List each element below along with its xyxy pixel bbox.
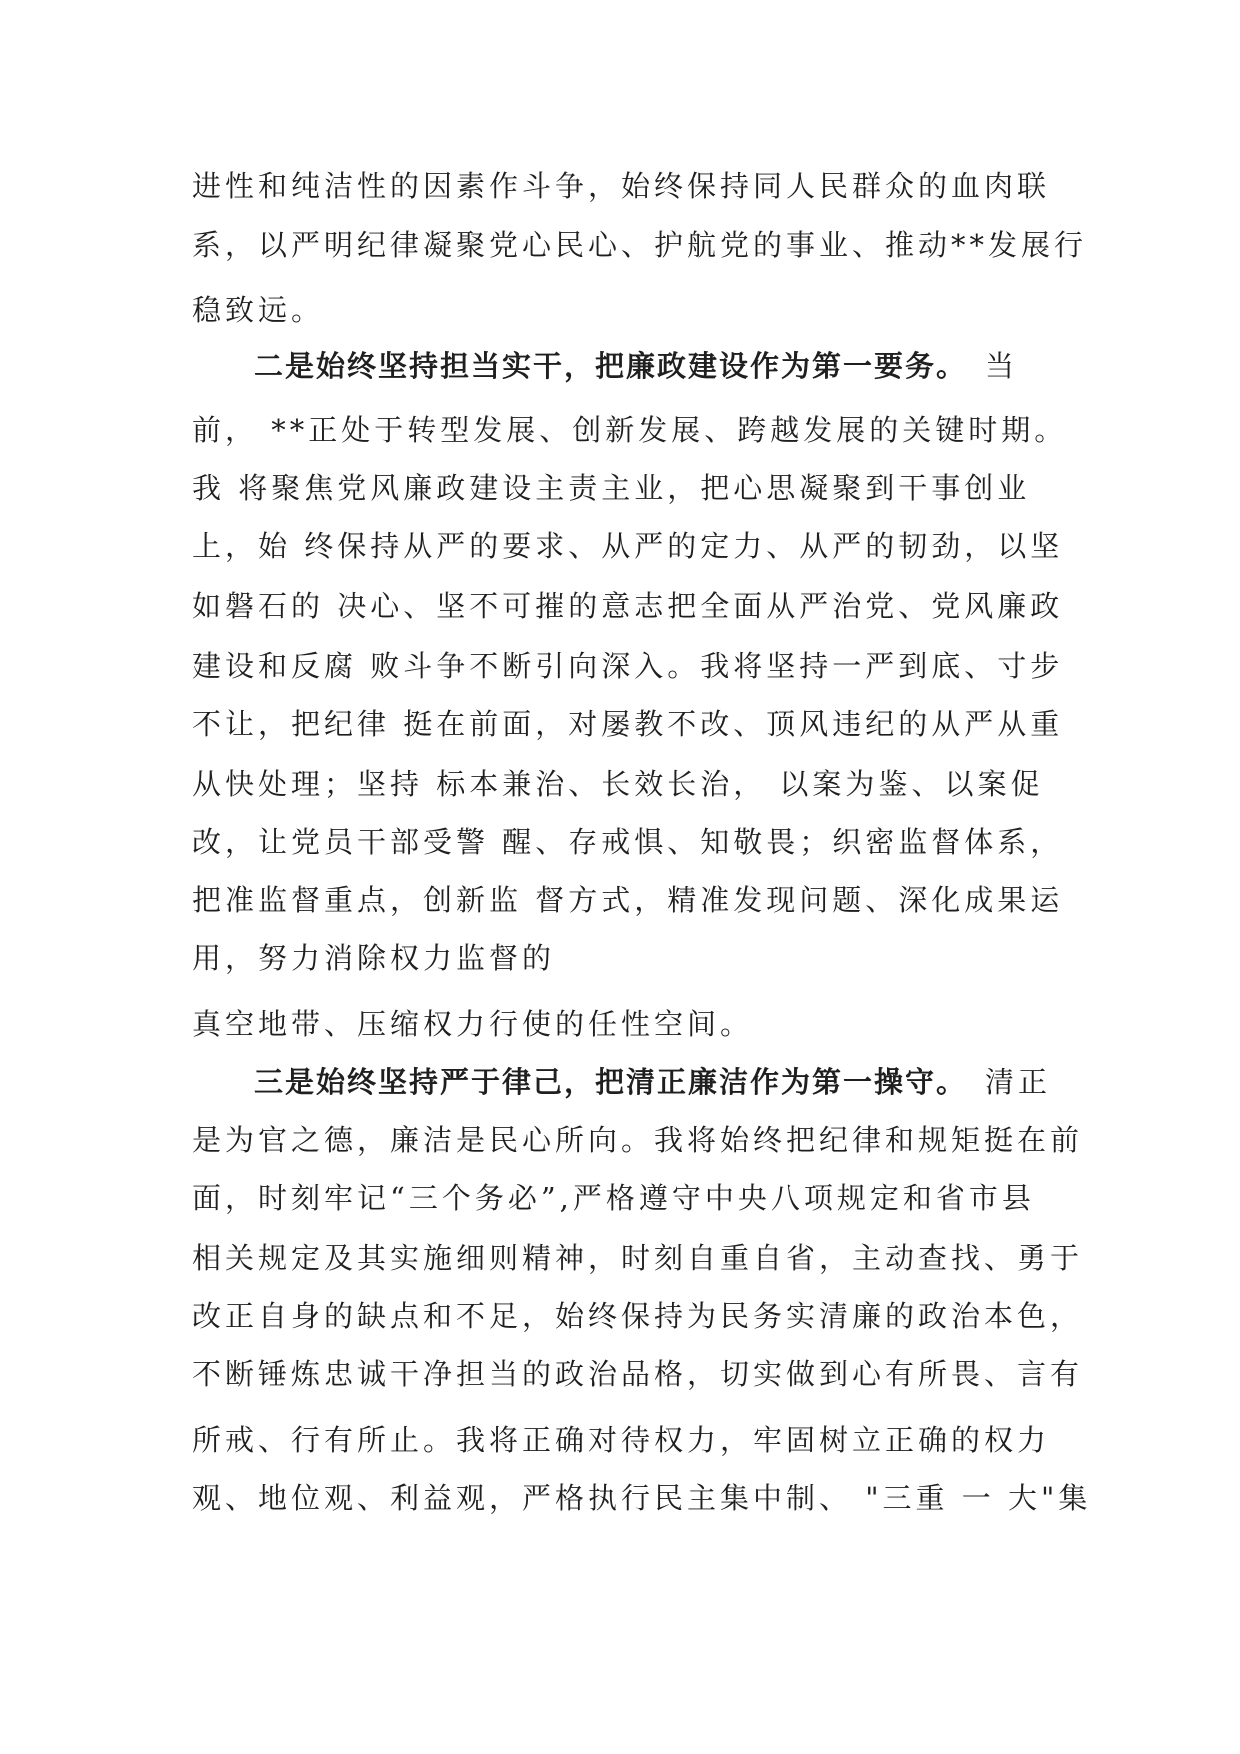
body-text-line: 所戒、行有所止。我将正确对待权力，牢固树立正确的权力 bbox=[192, 1423, 1051, 1457]
section-heading-line bbox=[254, 1062, 1051, 1102]
body-text-line: 改，让党员干部受警 醒、存戒惧、知敬畏；织密监督体系， bbox=[192, 825, 1064, 859]
body-text-line: 真空地带、压缩权力行使的任性空间。 bbox=[192, 1007, 754, 1041]
body-text-line: 面，时刻牢记“三个务必”,严格遵守中央八项规定和省市县 bbox=[192, 1181, 1035, 1215]
body-text-line: 从快处理；坚持 标本兼治、长效长治， 以案为鉴、以案促 bbox=[192, 767, 1044, 801]
body-text-line: 不让，把纪律 挺在前面，对屡教不改、顶风违纪的从严从重 bbox=[192, 707, 1064, 741]
body-text-line: 稳致远。 bbox=[192, 293, 325, 327]
body-text-line: 是为官之德，廉洁是民心所向。我将始终把纪律和规矩挺在前 bbox=[192, 1123, 1084, 1157]
body-text-line: 改正自身的缺点和不足，始终保持为民务实清廉的政治本色， bbox=[192, 1299, 1084, 1333]
body-text-line: 前， **正处于转型发展、创新发展、跨越发展的关键时期。 bbox=[192, 413, 1068, 447]
body-text-line: 用，努力消除权力监督的 bbox=[192, 941, 556, 975]
body-text-line: 系，以严明纪律凝聚党心民心、护航党的事业、推动**发展行 bbox=[192, 228, 1088, 262]
body-text-line: 我 将聚焦党风廉政建设主责主业，把心思凝聚到干事创业 bbox=[192, 471, 1031, 505]
section-heading-2: 二是始终坚持担当实干，把廉政建设作为第一要务。 bbox=[254, 349, 968, 383]
section-heading-3: 三是始终坚持严于律己，把清正廉洁作为第一操守。 bbox=[254, 1065, 968, 1099]
section-heading-line bbox=[254, 346, 1018, 386]
body-text-line: 相关规定及其实施细则精神，时刻自重自省，主动查找、勇于 bbox=[192, 1241, 1084, 1275]
body-text-line: 上，始 终保持从严的要求、从严的定力、从严的韧劲，以坚 bbox=[192, 529, 1064, 563]
body-text-line: 建设和反腐 败斗争不断引向深入。我将坚持一严到底、寸步 bbox=[192, 649, 1064, 683]
body-text-line: 把准监督重点，创新监 督方式，精准发现问题、深化成果运 bbox=[192, 883, 1064, 917]
body-text-line: 进性和纯洁性的因素作斗争，始终保持同人民群众的血肉联 bbox=[192, 169, 1051, 203]
body-text-line: 如磐石的 决心、坚不可摧的意志把全面从严治党、党风廉政 bbox=[192, 589, 1064, 623]
body-text-line: 不断锤炼忠诚干净担当的政治品格，切实做到心有所畏、言有 bbox=[192, 1357, 1084, 1391]
section-heading-tail: 当 bbox=[985, 349, 1019, 383]
section-heading-tail: 清正 bbox=[985, 1065, 1052, 1099]
body-text-line: 观、地位观、利益观，严格执行民主集中制、 "三重 一 大"集 bbox=[192, 1481, 1092, 1515]
